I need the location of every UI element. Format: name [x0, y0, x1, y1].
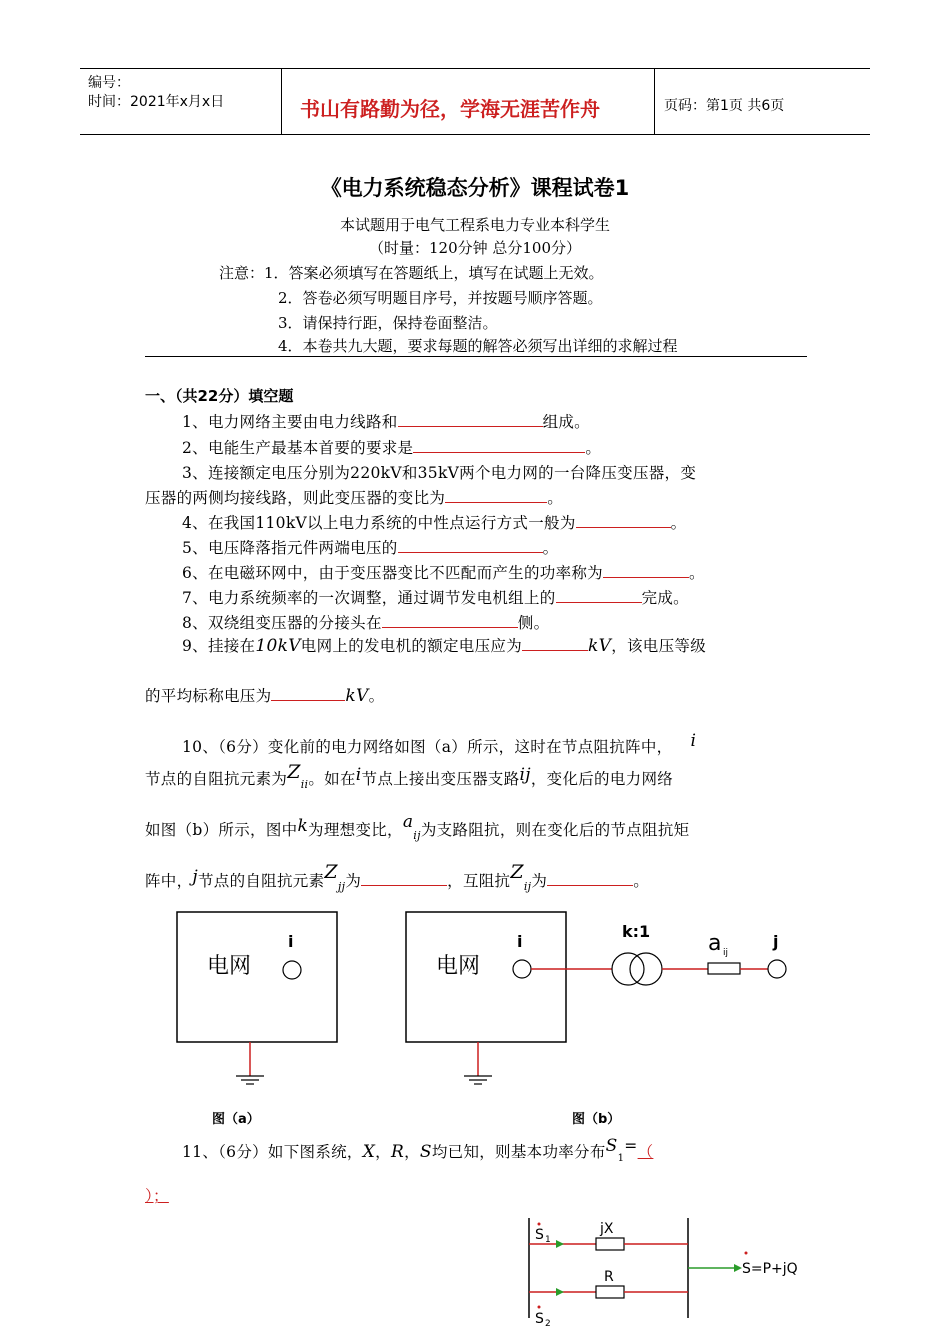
figure-a-network-label: 电网	[207, 954, 252, 979]
figure-b-node-i	[513, 960, 531, 978]
question-9-line-1: 9、挂接在10kV电网上的发电机的额定电压应为 kV，该电压等级	[182, 636, 706, 656]
question-8: 8、双绕组变压器的分接头在 侧。	[182, 611, 549, 633]
figure-b-network-label: 电网	[436, 954, 481, 979]
answer-blank-2[interactable]	[413, 436, 585, 453]
figure-b-network-box	[406, 912, 566, 1042]
figure-c-s2-label: S	[535, 1311, 544, 1327]
question-2: 2、电能生产最基本首要的要求是 。	[182, 436, 601, 458]
figure-b-branch-impedance	[708, 963, 740, 974]
figure-c-load-label: S=P+jQ	[742, 1261, 798, 1277]
page-info: 页码：第1页 共6页	[664, 98, 785, 114]
exam-subtitle: 本试题用于电气工程系电力专业本科学生	[339, 216, 610, 234]
notes-underline	[145, 356, 807, 357]
exam-time-info: （时量：120分钟 总分100分）	[368, 239, 582, 257]
figure-b-node-label: i	[517, 932, 523, 951]
header-divider-left	[281, 68, 282, 135]
header-top-rule	[80, 68, 870, 69]
question-4: 4、在我国110kV以上电力系统的中性点运行方式一般为 。	[182, 511, 686, 533]
question-10-line-4: 阵中，j节点的自阻抗元素$Z_{jj}$为 ，互阻抗$Z_{ij}$为 。	[145, 861, 650, 894]
figure-a-node-label: i	[288, 932, 294, 951]
figure-a-diagram	[170, 905, 350, 1095]
figure-c-s1-label: S	[535, 1227, 544, 1243]
question-9-line-2: 的平均标称电压为 kV。	[145, 686, 385, 706]
figure-c-s1-dot	[538, 1223, 541, 1226]
note-1: 注意：1．答案必须填写在答题纸上，填写在试题上无效。	[219, 264, 604, 282]
header-motto: 书山有路勤为径，学海无涯苦作舟	[300, 97, 600, 121]
answer-blank-1[interactable]	[398, 410, 543, 427]
question-1: 1、电力网络主要由电力线路和 组成。	[182, 410, 590, 432]
question-3-line-1: 3、连接额定电压分别为220kV和35kV两个电力网的一台降压变压器，变	[182, 464, 697, 482]
answer-blank-5[interactable]	[398, 536, 543, 553]
answer-blank-10a[interactable]	[361, 869, 447, 886]
figure-b-diagram	[398, 905, 818, 1095]
figure-c-s2-sub: 2	[545, 1319, 551, 1329]
answer-blank-9a[interactable]	[522, 634, 588, 651]
answer-blank-6[interactable]	[603, 561, 689, 578]
answer-blank-3[interactable]	[445, 486, 547, 503]
figure-a-caption: 图（a）	[212, 1112, 260, 1127]
figure-c-s2-arrow	[556, 1288, 564, 1296]
figure-c-x-impedance	[596, 1238, 624, 1250]
figure-b-branch-sub: ij	[723, 948, 729, 958]
question-6: 6、在电磁环网中，由于变压器变比不匹配而产生的功率称为 。	[182, 561, 705, 583]
figure-c-s2-dot	[538, 1306, 541, 1309]
doc-date-label: 时间：2021年x月x日	[88, 94, 225, 110]
figure-c-s1-sub: 1	[545, 1235, 551, 1245]
doc-number-label: 编号：	[88, 75, 130, 91]
question-7: 7、电力系统频率的一次调整，通过调节发电机组上的 完成。	[182, 586, 689, 608]
header-divider-right	[654, 68, 655, 135]
answer-blank-9b[interactable]	[271, 684, 345, 701]
figure-b-node-j	[768, 960, 786, 978]
question-10-line-2: 节点的自阻抗元素为$Z_{ii}$。如在i节点上接出变压器支路ij，变化后的电力网络	[145, 761, 674, 792]
figure-a-network-box	[177, 912, 337, 1042]
question-5: 5、电压降落指元件两端电压的 。	[182, 536, 558, 558]
figure-c-r-impedance	[596, 1286, 624, 1298]
answer-blank-10b[interactable]	[547, 869, 633, 886]
answer-blank-4[interactable]	[576, 511, 671, 528]
question-3-line-2: 压器的两侧均接线路，则此变压器的变比为 。	[145, 486, 563, 508]
header-bottom-rule	[80, 134, 870, 135]
question-10-line-1: 10、（6分）变化前的电力网络如图（a）所示，这时在节点阻抗阵中， i	[182, 731, 697, 756]
answer-blank-8[interactable]	[382, 611, 518, 628]
figure-c-r-label: R	[604, 1269, 614, 1285]
note-2: 2．答卷必须写明题目序号，并按题号顺序答题。	[278, 289, 603, 307]
figure-c-s1-arrow	[556, 1240, 564, 1248]
figure-b-transformer-coil-1	[612, 953, 644, 985]
answer-paren-open[interactable]: （	[637, 1143, 654, 1161]
figure-c-x-label: jX	[600, 1221, 614, 1237]
figure-b-transformer-label: k:1	[622, 922, 651, 941]
exam-title: 《电力系统稳态分析》课程试卷1	[320, 176, 630, 200]
section-heading: 一、（共22分）填空题	[145, 387, 294, 405]
figure-c-load-dot	[745, 1252, 748, 1255]
figure-c-diagram	[520, 1210, 820, 1340]
note-4: 4．本卷共九大题，要求每题的解答必须写出详细的求解过程	[278, 337, 678, 355]
figure-a-node-i	[283, 961, 301, 979]
figure-c-load-arrow	[734, 1264, 742, 1272]
figure-b-end-node-label: j	[773, 932, 779, 951]
answer-paren-close[interactable]: ）；	[145, 1187, 169, 1205]
question-11-line-1: 11、（6分）如下图系统，X，R，S均已知，则基本功率分布$S_1=$（	[182, 1136, 654, 1165]
figure-b-transformer-coil-2	[630, 953, 662, 985]
note-3: 3．请保持行距，保持卷面整洁。	[278, 314, 498, 332]
answer-blank-7[interactable]	[556, 586, 642, 603]
figure-b-branch-label: a	[708, 931, 722, 956]
question-10-line-3: 如图（b）所示，图中k为理想变比，$a_{ij}$为支路阻抗，则在变化后的节点阻抗矩	[145, 812, 690, 843]
figure-b-caption: 图（b）	[572, 1112, 621, 1127]
